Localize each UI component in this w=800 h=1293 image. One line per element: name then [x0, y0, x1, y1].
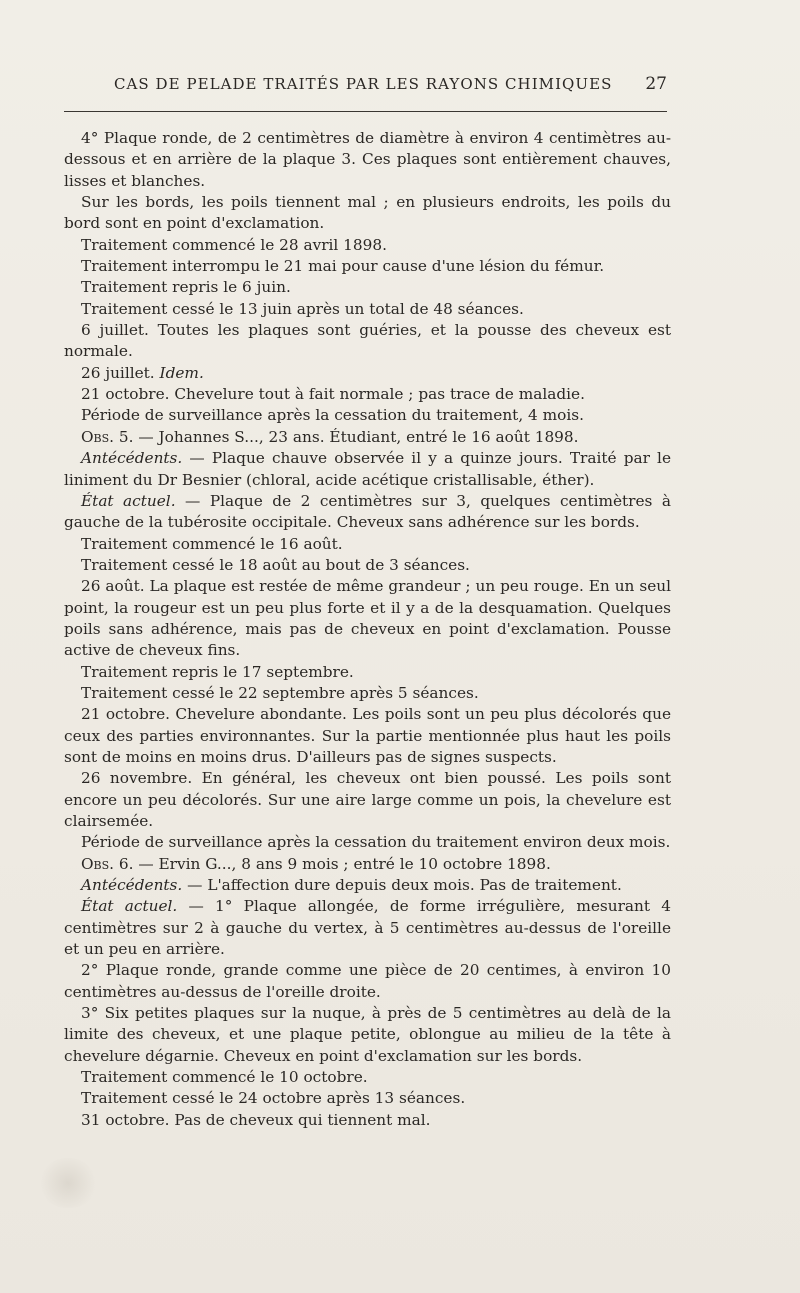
paragraph-text: Traitement cessé le 22 septembre après 5 séances.: [81, 683, 479, 702]
observation-label: Obs. 5.: [81, 427, 134, 446]
paragraph: [64, 405, 671, 426]
paragraph-text: Période de surveillance après la cessation du traitement, 4 mois.: [81, 406, 584, 425]
paragraph-text: 31 octobre. Pas de cheveux qui tiennent mal.: [81, 1110, 431, 1129]
paragraph-text: — Ervin G..., 8 ans 9 mois ; entré le 10 octobre 1898.: [138, 854, 551, 873]
paragraph-text: Traitement cessé le 24 octobre après 13 séances.: [81, 1089, 466, 1108]
paragraph: [64, 363, 671, 384]
italic-note: Idem.: [159, 363, 204, 382]
paragraph: [64, 555, 671, 576]
paragraph: [64, 192, 671, 235]
paragraph: [64, 1067, 671, 1088]
paragraph: [64, 534, 671, 555]
paragraph: [64, 1003, 671, 1067]
paragraph-text: — Johannes S..., 23 ans. Étudiant, entré le 16 août 1898.: [138, 427, 579, 446]
paragraph-text: — 1° Plaque allongée, de forme irrégulière, mesurant 4 centimètres sur 2 à gauche du vertex, à 5 centimètres au-dessus de l'oreille et un peu en arrière.: [64, 897, 671, 959]
paragraph: [64, 235, 671, 256]
paragraph-text: Traitement cessé le 13 juin après un total de 48 séances.: [81, 299, 524, 318]
paragraph: [64, 896, 671, 960]
section-label: État actuel.: [81, 897, 178, 916]
paragraph-text: 3° Six petites plaques sur la nuque, à près de 5 centimètres au delà de la limite des cheveux, et une plaque petite, oblongue au milieu de la tête à chevelure dégarnie. Cheveux en point d'exclamation sur les bords.: [64, 1004, 671, 1065]
paragraph-text: Traitement repris le 17 septembre.: [81, 662, 354, 681]
paragraph-text: Traitement repris le 6 juin.: [81, 278, 291, 297]
paragraph-text: Traitement cessé le 18 août au bout de 3 séances.: [81, 555, 470, 574]
paragraph: [64, 1110, 671, 1131]
paragraph: [64, 491, 671, 534]
paragraph: [64, 128, 671, 192]
paragraph-text: — Plaque de 2 centimètres sur 3, quelques centimètres à gauche de la tubérosite occipitale. Cheveux sans adhérence sur les bords.: [64, 491, 671, 532]
paragraph: [64, 768, 671, 832]
paragraph: [64, 299, 671, 320]
header-rule: [64, 111, 667, 112]
paragraph: [64, 683, 671, 704]
paragraph: [64, 854, 671, 875]
paragraph: [64, 427, 671, 448]
paragraph: [64, 1088, 671, 1109]
paragraph: [64, 576, 671, 661]
paragraph-text: Traitement interrompu le 21 mai pour cause d'une lésion du fémur.: [81, 257, 605, 276]
paragraph-text: 26 août. La plaque est restée de même grandeur ; un peu rouge. En un seul point, la rougeur est un peu plus forte et il y a de la desquamation. Quelques poils sans adhérence, mais pas de cheveux en point d'exclamation. Pousse active de cheveux fins.: [64, 577, 671, 660]
running-title: CAS DE PELADE TRAITÉS PAR LES RAYONS CHIMIQUES: [114, 75, 613, 93]
paragraph-text: — Plaque chauve observée il y a quinze jours. Traité par le liniment du Dr Besnier (chloral, acide acétique cristallisable, éther).: [64, 449, 671, 489]
paragraph: [64, 662, 671, 683]
paragraph-text: 26 novembre. En général, les cheveux ont bien poussé. Les poils sont encore un peu décolorés. Sur une aire large comme un pois, la chevelure est clairsemée.: [64, 769, 671, 830]
section-label: État actuel.: [81, 491, 176, 510]
page-number: 27: [645, 74, 667, 94]
paragraph: [64, 704, 671, 768]
paragraph: [64, 832, 671, 853]
paragraph-text: Traitement commencé le 10 octobre.: [81, 1068, 368, 1087]
paragraph-text: Sur les bords, les poils tiennent mal ; en plusieurs endroits, les poils du bord sont en point d'exclamation.: [64, 193, 671, 233]
paragraph: [64, 277, 671, 298]
paragraph-text: 2° Plaque ronde, grande comme une pièce de 20 centimes, à environ 10 centimètres au-dessus de l'oreille droite.: [64, 961, 671, 1001]
paragraph-text: 21 octobre. Chevelure abondante. Les poils sont un peu plus décolorés que ceux des parties environnantes. Sur la partie mentionnée plus haut les poils sont de moins en moins drus. D'ailleurs pas de signes suspects.: [64, 705, 671, 766]
observation-label: Obs. 6.: [81, 854, 134, 873]
paragraph-text: Période de surveillance après la cessation du traitement environ deux mois.: [81, 833, 671, 852]
paragraph-text: 4° Plaque ronde, de 2 centimètres de diamètre à environ 4 centimètres au-dessous et en arrière de la plaque 3. Ces plaques sont entièrement chauves, lisses et blanches.: [64, 129, 671, 190]
paragraph: [64, 384, 671, 405]
paragraph: [64, 320, 671, 363]
paragraph: [64, 960, 671, 1003]
section-label: Antécédents.: [81, 449, 183, 468]
section-label: Antécédents.: [81, 876, 183, 895]
paragraph-text: 26 juillet.: [81, 363, 155, 382]
paragraph-text: 6 juillet. Toutes les plaques sont guéries, et la pousse des cheveux est normale.: [64, 321, 671, 361]
paragraph-text: Traitement commencé le 28 avril 1898.: [81, 235, 387, 254]
body-text: [64, 128, 671, 1131]
paper-stain: [38, 1158, 98, 1208]
paragraph-text: — L'affection dure depuis deux mois. Pas de traitement.: [187, 876, 622, 895]
paragraph-text: Traitement commencé le 16 août.: [81, 534, 343, 553]
page-header: [114, 75, 667, 99]
paragraph: [64, 875, 671, 896]
paragraph: [64, 448, 671, 491]
paragraph: [64, 256, 671, 277]
paragraph-text: 21 octobre. Chevelure tout à fait normale ; pas trace de maladie.: [81, 385, 585, 404]
